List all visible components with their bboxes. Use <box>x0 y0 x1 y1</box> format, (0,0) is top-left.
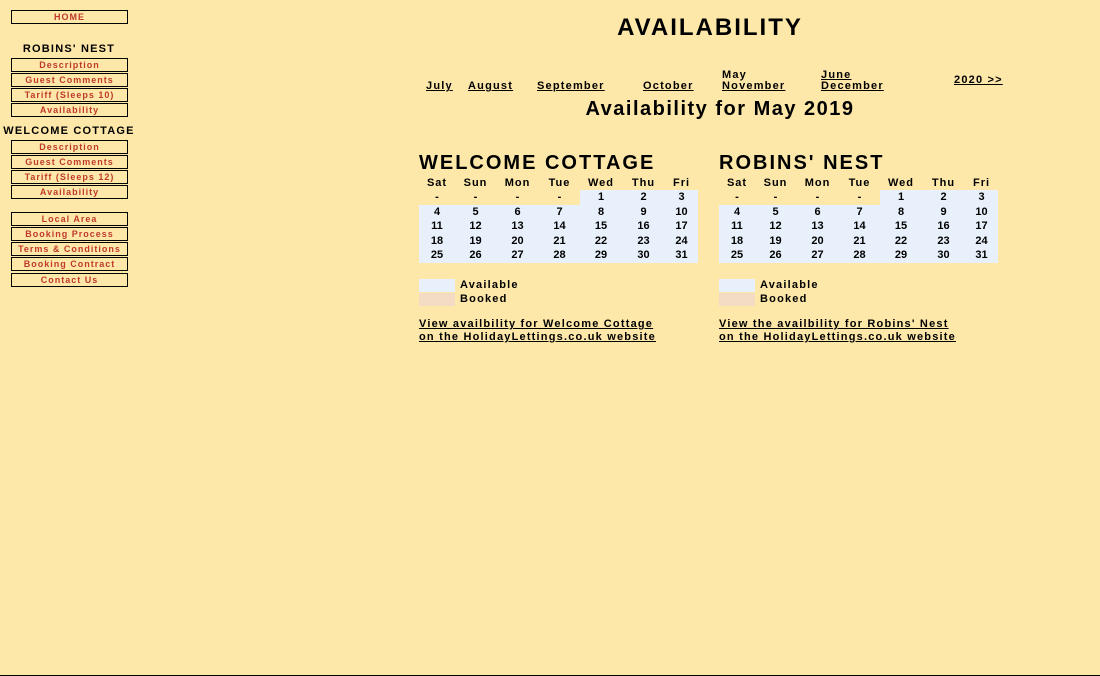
day-header: Wed <box>587 177 615 189</box>
day-header: Tue <box>548 177 571 189</box>
link-line: View the availbility for Robins' Nest <box>719 318 949 330</box>
calendar-day: 28 <box>839 248 880 263</box>
nav-booking-contract[interactable]: Booking Contract <box>11 257 128 271</box>
nav-heading-robins-nest: ROBINS' NEST <box>22 43 116 55</box>
calendar-day: 9 <box>622 205 665 220</box>
week-row <box>419 205 698 220</box>
nav-local-area[interactable]: Local Area <box>11 212 128 226</box>
calendar-day: 5 <box>755 205 796 220</box>
legend-available-label: Available <box>460 279 519 291</box>
week-row <box>419 234 698 249</box>
welcome-cottage-legend <box>419 278 519 306</box>
robins-nest-holidaylettings-link[interactable] <box>719 318 979 344</box>
legend-booked <box>719 292 819 306</box>
calendar-day: 30 <box>922 248 965 263</box>
calendar-day: 18 <box>719 234 755 249</box>
calendar-day: - <box>515 191 520 204</box>
calendar-day: 2 <box>922 190 965 205</box>
calendar-day: 7 <box>539 205 580 220</box>
availability-subtitle: Availability for May 2019 <box>585 98 855 120</box>
next-year-link[interactable]: 2020 >> <box>954 74 1003 86</box>
nav-contact-us[interactable]: Contact Us <box>11 273 128 287</box>
robins-nest-legend <box>719 278 819 306</box>
month-link-december[interactable]: December <box>821 80 884 92</box>
calendar-day: 3 <box>965 190 998 205</box>
calendar-day: 25 <box>419 248 455 263</box>
available-swatch <box>719 279 755 292</box>
calendar-day: 19 <box>755 234 796 249</box>
day-header: Sun <box>463 177 488 189</box>
robins-nest-title: ROBINS' NEST <box>719 152 885 174</box>
calendar-day: - <box>735 191 739 204</box>
calendar-day: 8 <box>580 205 622 220</box>
calendar-day: - <box>815 191 820 204</box>
day-header: Sun <box>763 177 788 189</box>
calendar-day: 1 <box>580 190 622 205</box>
day-header: Sat <box>426 177 448 189</box>
calendar-day: 7 <box>839 205 880 220</box>
month-link-september[interactable]: September <box>537 80 605 92</box>
nav-welcome-tariff[interactable]: Tariff (Sleeps 12) <box>11 170 128 184</box>
day-header: Mon <box>804 177 831 189</box>
calendar-day: 12 <box>755 219 796 234</box>
calendar-day: 15 <box>580 219 622 234</box>
calendar-day: 9 <box>922 205 965 220</box>
calendar-day: 18 <box>419 234 455 249</box>
nav-welcome-availability[interactable]: Availability <box>11 185 128 199</box>
calendar-day: 19 <box>455 234 496 249</box>
day-header: Mon <box>504 177 531 189</box>
calendar-day: 11 <box>719 219 755 234</box>
calendar-day: 30 <box>622 248 665 263</box>
calendar-table <box>419 176 698 263</box>
booked-swatch <box>719 293 755 306</box>
week-row <box>719 190 998 205</box>
week-row <box>419 248 698 263</box>
calendar-table <box>719 176 998 263</box>
calendar-day: 31 <box>665 248 698 263</box>
calendar-day: 26 <box>455 248 496 263</box>
calendar-day: 20 <box>796 234 839 249</box>
calendar-day: 31 <box>965 248 998 263</box>
calendar-day: - <box>773 191 778 204</box>
week-row <box>419 219 698 234</box>
calendar-day: 2 <box>622 190 665 205</box>
nav-robins-guest-comments[interactable]: Guest Comments <box>11 73 128 87</box>
robins-nest-calendar <box>719 150 1001 263</box>
day-header: Thu <box>931 177 956 189</box>
calendar-day: 4 <box>419 205 455 220</box>
day-header: Sat <box>726 177 748 189</box>
calendar-day: 28 <box>539 248 580 263</box>
day-header: Fri <box>972 177 991 189</box>
legend-available <box>419 278 519 292</box>
month-link-june[interactable]: June <box>821 69 852 81</box>
booked-swatch <box>419 293 455 306</box>
calendar-day: 26 <box>755 248 796 263</box>
welcome-cottage-calendar <box>419 150 701 263</box>
nav-home[interactable]: HOME <box>11 10 128 24</box>
calendar-day: 22 <box>580 234 622 249</box>
nav-booking-process[interactable]: Booking Process <box>11 227 128 241</box>
calendar-day: 13 <box>496 219 539 234</box>
calendar-day: 8 <box>880 205 922 220</box>
calendar-day: 10 <box>665 205 698 220</box>
calendar-day: 29 <box>580 248 622 263</box>
nav-welcome-description[interactable]: Description <box>11 140 128 154</box>
month-link-october[interactable]: October <box>643 80 694 92</box>
link-line: on the HolidayLettings.co.uk website <box>719 331 956 343</box>
day-header: Fri <box>672 177 691 189</box>
calendar-day: 6 <box>496 205 539 220</box>
calendar-day: 23 <box>622 234 665 249</box>
calendar-day: - <box>557 191 562 204</box>
calendar-day: 17 <box>965 219 998 234</box>
calendar-day: 27 <box>496 248 539 263</box>
calendar-day: 24 <box>965 234 998 249</box>
legend-booked-label: Booked <box>760 293 808 305</box>
welcome-cottage-title: WELCOME COTTAGE <box>419 152 656 174</box>
calendar-day: 6 <box>796 205 839 220</box>
calendar-day: 16 <box>922 219 965 234</box>
calendar-day: 20 <box>496 234 539 249</box>
link-line: View availbility for Welcome Cottage <box>419 318 654 330</box>
calendar-day: 14 <box>839 219 880 234</box>
nav-heading-welcome-cottage: WELCOME COTTAGE <box>3 125 135 137</box>
week-row <box>719 219 998 234</box>
calendar-day: 21 <box>539 234 580 249</box>
calendar-day: 3 <box>665 190 698 205</box>
calendar-day: - <box>435 191 439 204</box>
calendar-day: 12 <box>455 219 496 234</box>
calendar-day: 5 <box>455 205 496 220</box>
calendar-day: 21 <box>839 234 880 249</box>
legend-booked <box>419 292 519 306</box>
nav-welcome-guest-comments[interactable]: Guest Comments <box>11 155 128 169</box>
link-line: on the HolidayLettings.co.uk website <box>419 331 656 343</box>
day-header: Thu <box>631 177 656 189</box>
calendar-day: 29 <box>880 248 922 263</box>
calendar-day: 4 <box>719 205 755 220</box>
legend-available-label: Available <box>760 279 819 291</box>
page-title: AVAILABILITY <box>617 14 803 41</box>
calendar-day: - <box>857 191 862 204</box>
month-link-november[interactable]: November <box>722 80 786 92</box>
calendar-day: 1 <box>880 190 922 205</box>
calendar-day: 25 <box>719 248 755 263</box>
available-swatch <box>419 279 455 292</box>
calendar-day: 10 <box>965 205 998 220</box>
nav-robins-description[interactable]: Description <box>11 58 128 72</box>
nav-terms-conditions[interactable]: Terms & Conditions <box>11 242 128 256</box>
calendar-day: - <box>473 191 478 204</box>
calendar-day: 17 <box>665 219 698 234</box>
week-row <box>719 234 998 249</box>
month-link-july[interactable]: July <box>426 80 453 92</box>
nav-robins-availability[interactable]: Availability <box>11 103 128 117</box>
calendar-day: 23 <box>922 234 965 249</box>
month-link-august[interactable]: August <box>468 80 514 92</box>
calendar-day: 14 <box>539 219 580 234</box>
calendar-day: 24 <box>665 234 698 249</box>
calendar-day: 16 <box>622 219 665 234</box>
month-current-may: May <box>722 69 747 81</box>
welcome-cottage-holidaylettings-link[interactable] <box>419 318 679 344</box>
calendar-day: 13 <box>796 219 839 234</box>
week-row <box>719 205 998 220</box>
day-header: Tue <box>848 177 871 189</box>
legend-booked-label: Booked <box>460 293 508 305</box>
calendar-day: 15 <box>880 219 922 234</box>
week-row <box>419 190 698 205</box>
nav-robins-tariff[interactable]: Tariff (Sleeps 10) <box>11 88 128 102</box>
calendar-day: 11 <box>419 219 455 234</box>
week-row <box>719 248 998 263</box>
legend-available <box>719 278 819 292</box>
day-header: Wed <box>887 177 915 189</box>
calendar-day: 22 <box>880 234 922 249</box>
calendar-day: 27 <box>796 248 839 263</box>
